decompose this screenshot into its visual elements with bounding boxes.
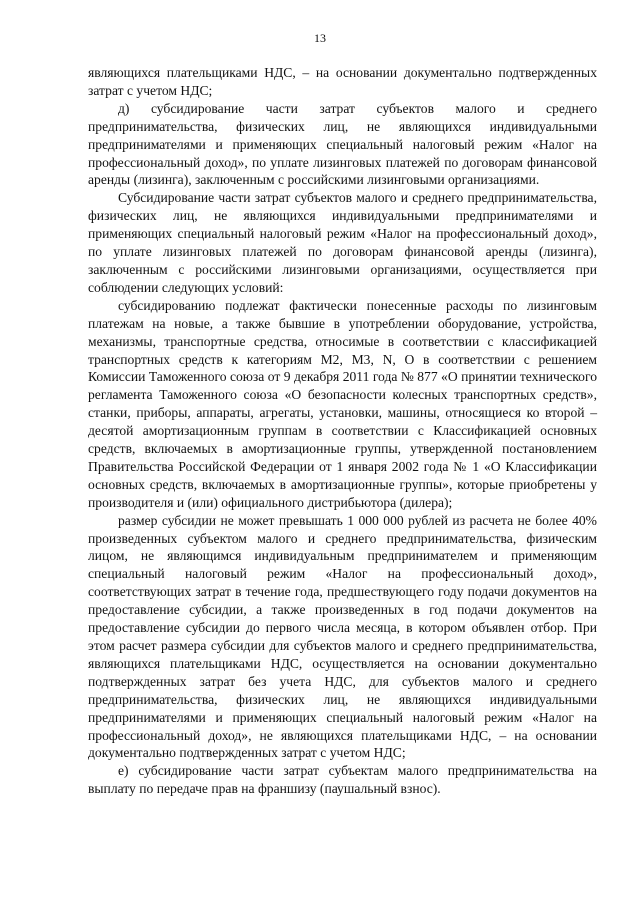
paragraph-subsidy-amount: размер субсидии не может превышать 1 000 000 рублей из расчета не более 40% произведенных субъектом малого и среднего предпринимательства, физическим лицом, не являющимся индивидуальным предпринимателем и применяющим специальный налоговый режим «Налог на профессиональный доход», соответствующих затрат в течение года, предшествующего году подачи документов на предоставление субсидии, а также произведенных в год подачи документов на предоставление субсидии до первого числа месяца, в котором объявлен отбор. При этом расчет размера субсидии для субъектов малого и среднего предпринимательства, являющихся плательщиками НДС, осуществляется на основании документально подтвержденных затрат без учета НДС, для субъектов малого и среднего предпринимательства, физических лиц, не являющихся индивидуальными предпринимателями и применяющих специальный налоговый режим «Налог на профессиональный доход», не являющихся плательщиками НДС, – на основании документально подтвержденных затрат с учетом НДС; <box>88 512 597 761</box>
paragraph-item-e-franchise: е) субсидирование части затрат субъектам малого предпринимательства на выплату по передаче прав на франшизу (паушальный взнос). <box>88 763 597 797</box>
paragraph-leasing-conditions: Субсидирование части затрат субъектов малого и среднего предпринимательства, физических лиц, не являющихся индивидуальными предпринимателями и применяющих специальный налоговый режим «Налог на профессиональный доход», по уплате лизинговых платежей по договорам финансовой аренды (лизинга), заключенным с российскими лизинговыми организациями, осуществляется при соблюдении следующих условий: <box>88 190 597 295</box>
paragraph-eligible-expenses: субсидированию подлежат фактически понесенные расходы по лизинговым платежам на новые, а также бывшие в употреблении оборудование, устройства, механизмы, транспортные средства, относимые в соответствии с классификацией транспортных средств к категориям M2, M3, N, O в соответствии с решением Комиссии Таможенного союза от 9 декабря 2011 года № 877 «О принятии технического регламента Таможенного союза «О безопасности колесных транспортных средств», станки, приборы, аппараты, агрегаты, установки, машины, относящиеся ко второй – десятой амортизационным группам в соответствии с Классификацией основных средств, включаемых в амортизационные группы, утвержденной постановлением Правительства Российской Федерации от 1 января 2002 года № 1 «О Классификации основных средств, включаемых в амортизационные группы», которые приобретены у производителя и (или) официального дистрибьютора (дилера); <box>88 297 597 510</box>
paragraph-continuation-vat: являющихся плательщиками НДС, – на основании документально подтвержденных затрат с учетом НДС; <box>88 65 597 98</box>
paragraph-item-d-leasing: д) субсидирование части затрат субъектов малого и среднего предпринимательства, физических лиц, не являющихся индивидуальными предпринимателями и применяющих специальный налоговый режим «Налог на профессиональный доход», по уплате лизинговых платежей по договорам финансовой аренды (лизинга), заключенным с российскими лизинговыми организациями. <box>88 100 597 188</box>
page-number: 13 <box>314 31 326 45</box>
document-body <box>88 64 597 798</box>
